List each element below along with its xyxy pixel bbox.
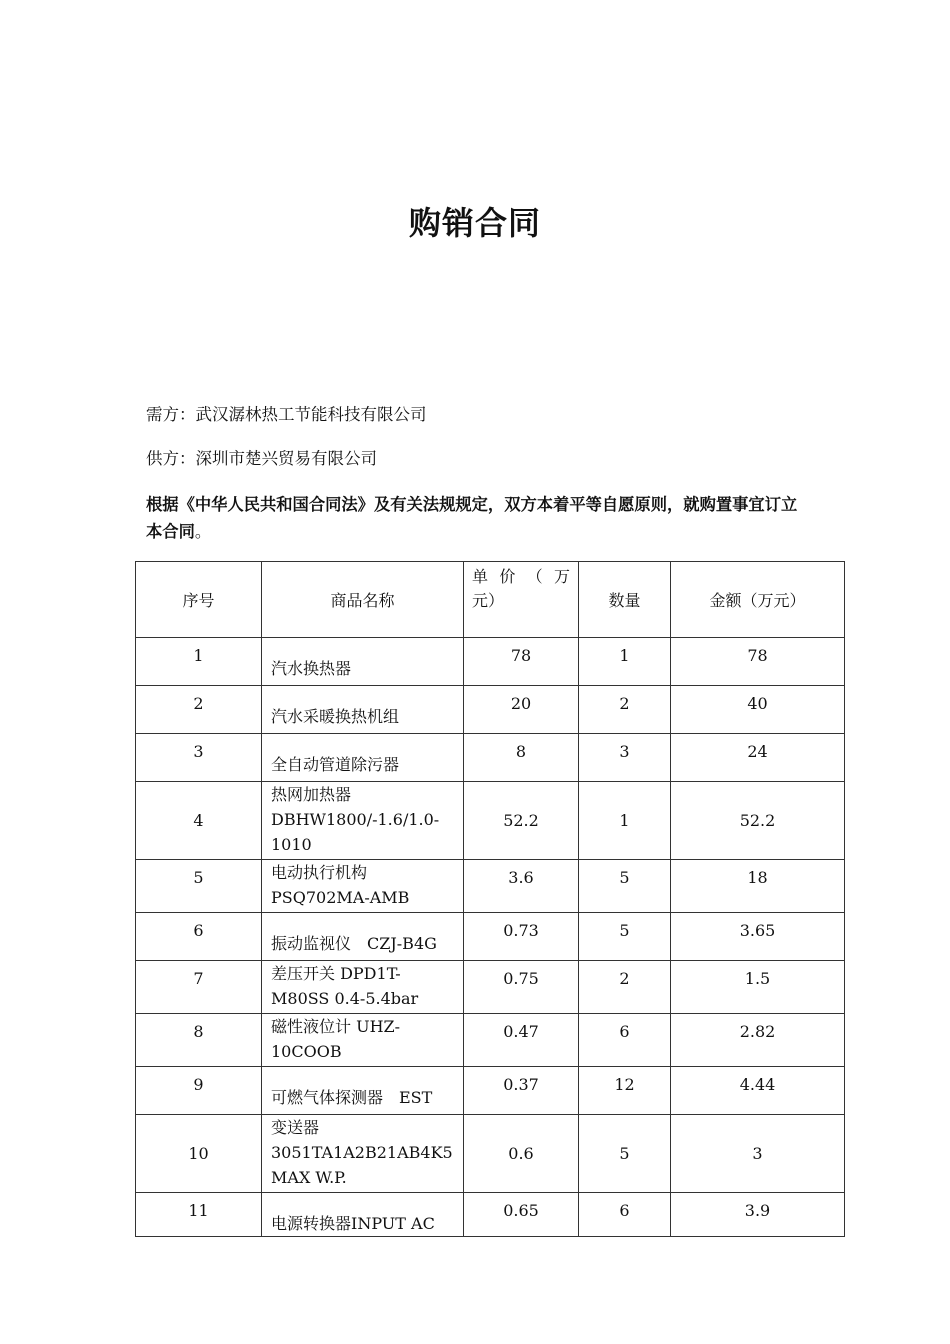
product-name-line: 1010 — [271, 835, 312, 854]
header-price-part: 单 — [472, 567, 489, 586]
cell-seq: 10 — [136, 1115, 262, 1193]
items-table — [135, 561, 845, 1237]
cell-seq: 4 — [136, 782, 262, 860]
cell-seq: 7 — [136, 961, 262, 1014]
cell-unit-price: 0.75 — [464, 961, 579, 1014]
buyer-line: 需方：武汉潺林热工节能科技有限公司 — [146, 405, 427, 424]
cell-amount: 3.65 — [671, 913, 845, 961]
cell-product-name — [262, 1115, 464, 1193]
cell-quantity: 1 — [579, 782, 671, 860]
header-price-part: （ — [526, 567, 543, 586]
cell-amount: 40 — [671, 686, 845, 734]
cell-unit-price: 0.65 — [464, 1193, 579, 1237]
cell-unit-price: 20 — [464, 686, 579, 734]
cell-amount: 52.2 — [671, 782, 845, 860]
seller-line: 供方：深圳市楚兴贸易有限公司 — [146, 449, 377, 468]
cell-quantity: 3 — [579, 734, 671, 782]
cell-amount: 2.82 — [671, 1014, 845, 1067]
cell-product-name: 可燃气体探测器 EST — [262, 1067, 464, 1115]
cell-product-name — [262, 961, 464, 1014]
cell-seq: 11 — [136, 1193, 262, 1237]
header-seq: 序号 — [136, 562, 262, 638]
header-price-part: 价 — [499, 567, 516, 586]
product-name-line: 变送器 — [271, 1118, 320, 1137]
header-amount: 金额（万元） — [671, 562, 845, 638]
table-header-row — [136, 562, 845, 638]
cell-product-name: 汽水采暖换热机组 — [262, 686, 464, 734]
cell-unit-price: 0.6 — [464, 1115, 579, 1193]
cell-amount: 24 — [671, 734, 845, 782]
cell-quantity: 12 — [579, 1067, 671, 1115]
table-row — [136, 1014, 845, 1067]
cell-quantity: 5 — [579, 913, 671, 961]
cell-unit-price: 0.73 — [464, 913, 579, 961]
header-name: 商品名称 — [262, 562, 464, 638]
intro-paragraph — [146, 491, 810, 545]
product-name-line: M80SS 0.4-5.4bar — [271, 989, 419, 1008]
cell-amount: 3.9 — [671, 1193, 845, 1237]
cell-quantity: 5 — [579, 860, 671, 913]
cell-amount: 18 — [671, 860, 845, 913]
cell-seq: 1 — [136, 638, 262, 686]
cell-amount: 1.5 — [671, 961, 845, 1014]
product-name-line: 10COOB — [271, 1042, 342, 1061]
cell-quantity: 1 — [579, 638, 671, 686]
cell-quantity: 5 — [579, 1115, 671, 1193]
cell-product-name — [262, 782, 464, 860]
cell-product-name: 全自动管道除污器 — [262, 734, 464, 782]
cell-seq: 2 — [136, 686, 262, 734]
table-row — [136, 686, 845, 734]
table-row — [136, 1193, 845, 1237]
cell-seq: 3 — [136, 734, 262, 782]
cell-unit-price: 52.2 — [464, 782, 579, 860]
header-qty: 数量 — [579, 562, 671, 638]
header-price-part: 万 — [553, 567, 570, 586]
intro-text: 根据《中华人民共和国合同法》及有关法规规定，双方本着平等自愿原则，就购置事宜订立本合同 — [146, 495, 798, 541]
cell-unit-price: 3.6 — [464, 860, 579, 913]
cell-seq: 5 — [136, 860, 262, 913]
cell-seq: 9 — [136, 1067, 262, 1115]
header-price-line2: 元） — [472, 591, 505, 610]
product-name-line: 差压开关 DPD1T- — [271, 964, 401, 983]
product-name-line: 热网加热器 — [271, 785, 352, 804]
cell-product-name — [262, 860, 464, 913]
cell-product-name: 振动监视仪 CZJ-B4G — [262, 913, 464, 961]
cell-unit-price: 0.47 — [464, 1014, 579, 1067]
cell-unit-price: 78 — [464, 638, 579, 686]
cell-product-name: 电源转换器INPUT AC — [262, 1193, 464, 1237]
table-row — [136, 961, 845, 1014]
table-row — [136, 638, 845, 686]
cell-amount: 3 — [671, 1115, 845, 1193]
product-name-line: DBHW1800/-1.6/1.0- — [271, 810, 440, 829]
cell-unit-price: 8 — [464, 734, 579, 782]
cell-quantity: 2 — [579, 961, 671, 1014]
product-name-line: PSQ702MA-AMB — [271, 888, 410, 907]
cell-quantity: 2 — [579, 686, 671, 734]
product-name-line: 磁性液位计 UHZ- — [271, 1017, 401, 1036]
cell-amount: 4.44 — [671, 1067, 845, 1115]
intro-end: 。 — [194, 522, 212, 541]
table-row — [136, 913, 845, 961]
product-name-line: MAX W.P. — [271, 1168, 347, 1187]
product-name-line: 3051TA1A2B21AB4K5 — [271, 1143, 453, 1162]
product-name-line: 电动执行机构 — [271, 863, 368, 882]
table-row — [136, 1115, 845, 1193]
cell-amount: 78 — [671, 638, 845, 686]
table-row — [136, 860, 845, 913]
table-row — [136, 782, 845, 860]
cell-seq: 8 — [136, 1014, 262, 1067]
cell-product-name — [262, 1014, 464, 1067]
table-row — [136, 734, 845, 782]
header-price — [464, 562, 579, 638]
cell-quantity: 6 — [579, 1193, 671, 1237]
cell-quantity: 6 — [579, 1014, 671, 1067]
contract-title: 购销合同 — [408, 204, 541, 242]
table-row — [136, 1067, 845, 1115]
cell-seq: 6 — [136, 913, 262, 961]
cell-unit-price: 0.37 — [464, 1067, 579, 1115]
cell-product-name: 汽水换热器 — [262, 638, 464, 686]
